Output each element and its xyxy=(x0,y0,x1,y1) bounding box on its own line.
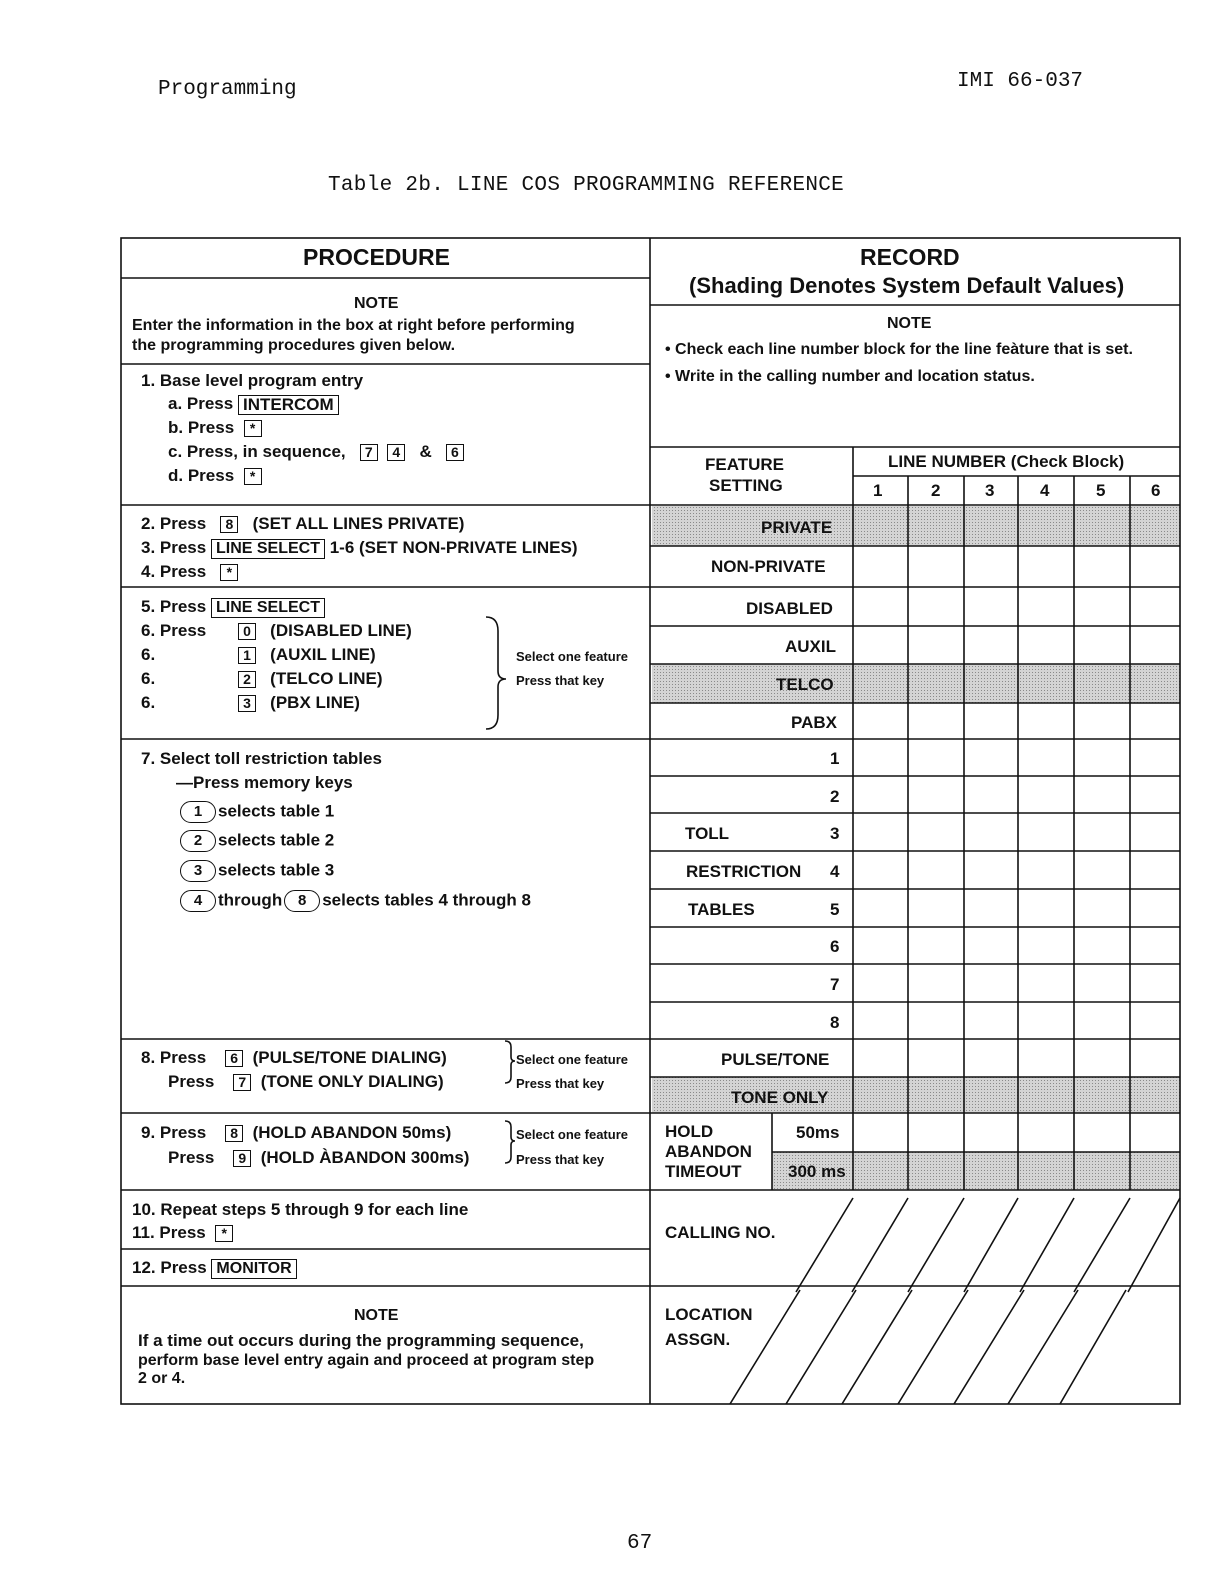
select-one-feature: Select one feature xyxy=(516,649,628,664)
note-text: Enter the information in the box at right before performing xyxy=(132,317,575,334)
note-title: NOTE xyxy=(354,295,399,312)
row-nonprivate: NON-PRIVATE xyxy=(711,557,826,576)
calling-number-label: CALLING NO. xyxy=(665,1223,776,1242)
note-bullet: • Check each line number block for the line feàture that is set. xyxy=(665,341,1133,358)
row-pulse-tone: PULSE/TONE xyxy=(721,1050,830,1069)
row-disabled: DISABLED xyxy=(746,599,833,618)
note-text: If a time out occurs during the programming sequence, xyxy=(138,1331,584,1350)
star-key: * xyxy=(220,564,238,581)
row-table-8: 8 xyxy=(830,1013,840,1032)
step-6-disabled-key: 0 (DISABLED LINE) xyxy=(238,621,412,641)
key-4: 4 xyxy=(387,444,405,461)
telco-default-shading xyxy=(652,664,1180,703)
row-pabx: PABX xyxy=(791,713,837,732)
step-11: 11. Press * xyxy=(132,1223,233,1243)
step-6-telco: 6. xyxy=(141,669,156,688)
select-one-feature: Select one feature xyxy=(516,1052,628,1067)
step-7-sub: —Press memory keys xyxy=(176,773,353,792)
row-auxil: AUXIL xyxy=(785,637,836,656)
row-50ms: 50ms xyxy=(796,1123,840,1142)
row-tone-only: TONE ONLY xyxy=(731,1088,829,1107)
note-text: the programming procedures given below. xyxy=(132,337,456,354)
feature-header: FEATURE xyxy=(705,455,785,474)
press-that-key: Press that key xyxy=(516,1152,605,1167)
line-select-key: LINE SELECT xyxy=(211,539,325,559)
step-6-pbx-key: 3 (PBX LINE) xyxy=(238,693,360,713)
table-title: Table 2b. LINE COS PROGRAMMING REFERENCE xyxy=(328,174,845,197)
private-default-shading xyxy=(652,506,1180,546)
step-4: 4. Press * xyxy=(141,562,238,582)
intercom-key: INTERCOM xyxy=(238,395,339,415)
toll-label: TOLL xyxy=(685,824,730,843)
memory-key-row: 1 selects table 1 xyxy=(180,801,334,823)
timeout-label: TIMEOUT xyxy=(665,1162,742,1181)
memory-key-row: 2 selects table 2 xyxy=(180,830,334,852)
step-9-alt: Press 9 (HOLD ÀBANDON 300ms) xyxy=(168,1148,470,1167)
hold-label: HOLD xyxy=(665,1122,714,1141)
press-that-key: Press that key xyxy=(516,1076,605,1091)
step-1: 1. Base level program entry xyxy=(141,371,364,390)
abandon-label: ABANDON xyxy=(665,1142,752,1161)
step-2: 2. Press 8 (SET ALL LINES PRIVATE) xyxy=(141,514,465,533)
step-1b: b. Press * xyxy=(168,418,262,438)
star-key: * xyxy=(244,468,262,485)
row-300ms: 300 ms xyxy=(788,1162,846,1181)
line-col-6: 6 xyxy=(1151,481,1161,500)
step-6-auxil-key: 1 (AUXIL LINE) xyxy=(238,645,376,665)
step-6-pbx: 6. xyxy=(141,693,156,712)
key-6: 6 xyxy=(446,444,464,461)
monitor-key: MONITOR xyxy=(211,1259,296,1279)
key-7: 7 xyxy=(360,444,378,461)
memory-key-1: 1 xyxy=(180,801,216,823)
step-1a: a. Press INTERCOM xyxy=(168,394,339,415)
assgn-label: ASSGN. xyxy=(665,1330,731,1349)
row-private: PRIVATE xyxy=(761,518,833,537)
memory-key-8: 8 xyxy=(284,890,320,912)
note-title: NOTE xyxy=(354,1307,399,1324)
line-col-2: 2 xyxy=(931,481,941,500)
step-8-alt: Press 7 (TONE ONLY DIALING) xyxy=(168,1072,444,1091)
procedure-heading: PROCEDURE xyxy=(303,244,450,270)
line-col-5: 5 xyxy=(1096,481,1106,500)
row-table-2: 2 xyxy=(830,787,840,806)
row-telco: TELCO xyxy=(776,675,834,694)
step-6-auxil: 6. xyxy=(141,645,156,664)
memory-key-2: 2 xyxy=(180,830,216,852)
select-one-feature: Select one feature xyxy=(516,1127,628,1142)
memory-key-row: 3 selects table 3 xyxy=(180,860,334,882)
page-number: 67 xyxy=(627,1532,653,1555)
row-table-6: 6 xyxy=(830,937,840,956)
setting-header: SETTING xyxy=(709,476,783,495)
memory-key-3: 3 xyxy=(180,860,216,882)
step-6-telco-key: 2 (TELCO LINE) xyxy=(238,669,383,689)
star-key: * xyxy=(244,420,262,437)
line-number-header: LINE NUMBER (Check Block) xyxy=(888,452,1125,471)
line-col-3: 3 xyxy=(985,481,995,500)
row-table-1: 1 xyxy=(830,749,840,768)
line-select-key: LINE SELECT xyxy=(211,598,325,618)
document-number: IMI 66-037 xyxy=(957,70,1084,93)
step-12: 12. Press MONITOR xyxy=(132,1258,297,1279)
key-8: 8 xyxy=(220,516,238,533)
press-that-key: Press that key xyxy=(516,673,605,688)
note-text: perform base level entry again and proceed at program step xyxy=(138,1352,595,1369)
line-col-4: 4 xyxy=(1040,481,1050,500)
record-heading: RECORD xyxy=(860,244,960,270)
note-title: NOTE xyxy=(887,315,932,332)
step-1c: c. Press, in sequence, 7 4 & 6 xyxy=(168,442,464,462)
step-3: 3. Press LINE SELECT 1-6 (SET NON-PRIVATE LINES) xyxy=(141,538,578,557)
step-10: 10. Repeat steps 5 through 9 for each line xyxy=(132,1200,469,1219)
step-5: 5. Press LINE SELECT xyxy=(141,597,325,618)
star-key: * xyxy=(215,1225,233,1242)
step-1d: d. Press * xyxy=(168,466,262,486)
row-table-4: 4 xyxy=(830,862,840,881)
step-6-disabled: 6. Press xyxy=(141,621,207,640)
step-7: 7. Select toll restriction tables xyxy=(141,749,382,768)
row-table-7: 7 xyxy=(830,975,840,994)
step-8: 8. Press 6 (PULSE/TONE DIALING) xyxy=(141,1048,447,1067)
record-subheading: (Shading Denotes System Default Values) xyxy=(689,273,1125,298)
memory-key-row: 4 through 8 selects tables 4 through 8 xyxy=(180,890,531,912)
tables-label: TABLES xyxy=(688,900,755,919)
restriction-label: RESTRICTION xyxy=(686,862,802,881)
row-table-5: 5 xyxy=(830,900,840,919)
step-9: 9. Press 8 (HOLD ABANDON 50ms) xyxy=(141,1123,452,1142)
note-bullet: • Write in the calling number and location status. xyxy=(665,368,1035,385)
row-table-3: 3 xyxy=(830,824,840,843)
location-label: LOCATION xyxy=(665,1305,753,1324)
memory-key-4: 4 xyxy=(180,890,216,912)
running-header: Programming xyxy=(158,78,297,101)
note-text: 2 or 4. xyxy=(138,1370,186,1387)
line-col-1: 1 xyxy=(873,481,883,500)
